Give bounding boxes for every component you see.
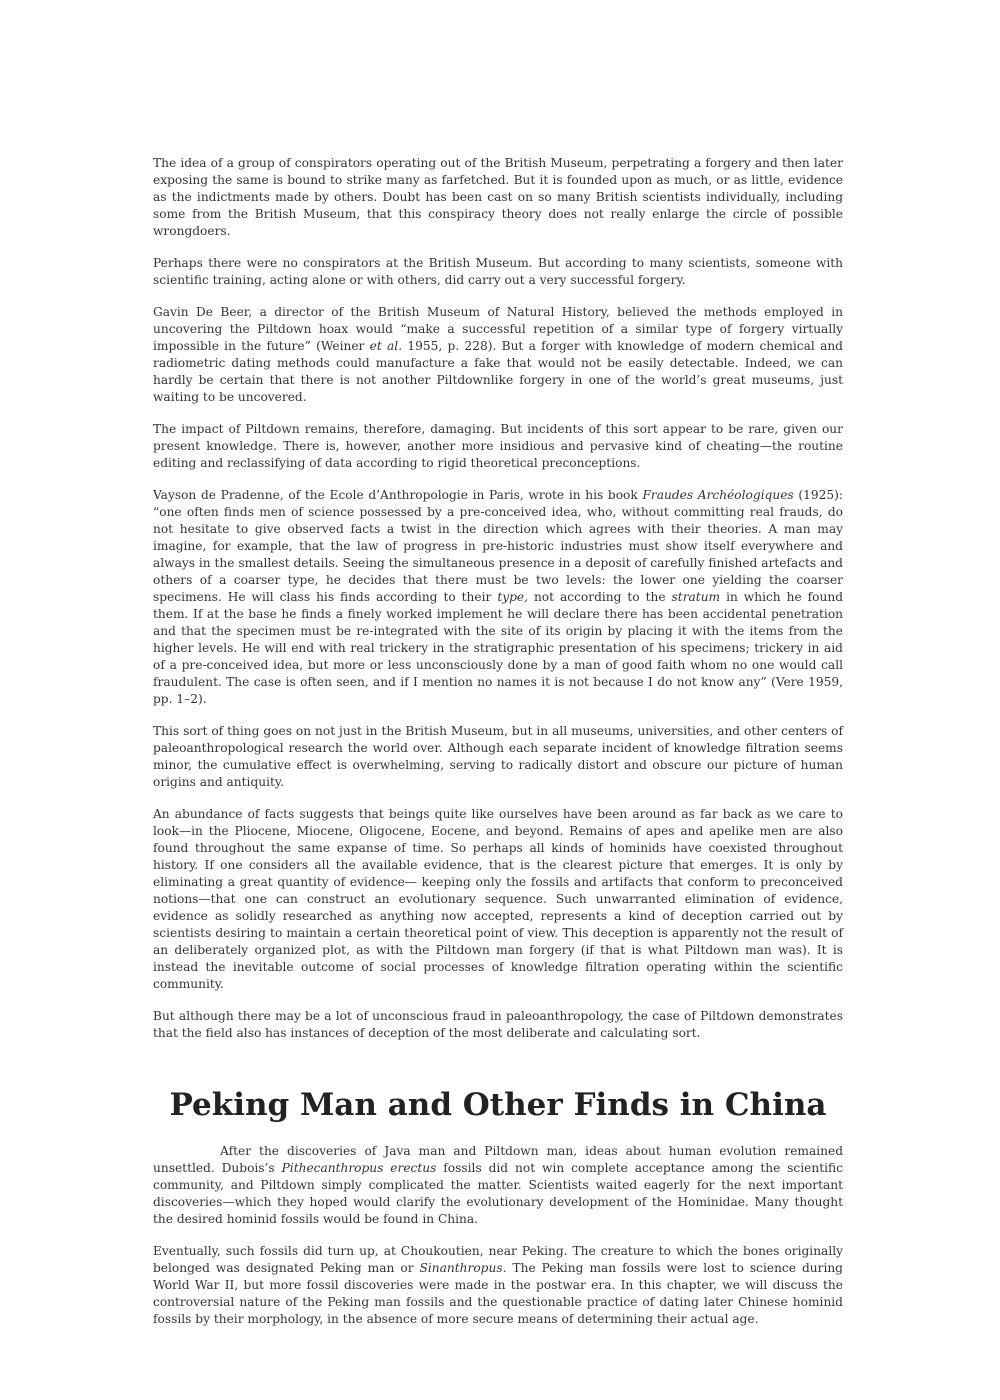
chapter-heading: Peking Man and Other Finds in China [169,1087,827,1123]
paragraph-impact: The impact of Piltdown remains, therefore, damaging. But incidents of this sort appear to be rare, given our present knowledge. There is, however, another more insidious and pervasive kind of cheating—the routine editing and reclassifying of data according to rigid theoretical preconceptions. [153,422,843,470]
paragraph-after-discoveries: After the discoveries of Java man and Piltdown man, ideas about human evolution remained unsettled. Dubois’s Pithecanthropus erectus fossils did not win complete acceptance among the scientific community, and Piltdown simply complicated the matter. Scientists waited eagerly for the next important discoveries—which they hoped would clarify the evolutionary development of the Hominidae. Many thought the desired hominid fossils would be found in China. [153,1144,843,1226]
paragraph-unconscious-fraud: But although there may be a lot of unconscious fraud in paleoanthropology, the case of Piltdown demonstrates that the field also has instances of deception of the most deliberate and calculating sort. [153,1009,843,1040]
paragraph-abundance-of-facts: An abundance of facts suggests that beings quite like ourselves have been around as far back as we care to look—in the Pliocene, Miocene, Oligocene, Eocene, and beyond. Remains of apes and apelike men are also found throughout the same expanse of time. So perhaps all kinds of hominids have coexisted throughout history. If one considers all the available evidence, that is the clearest picture that emerges. It is only by eliminating a great quantity of evidence— keeping only the fossils and artifacts that conform to preconceived notions—that one can construct an evolutionary sequence. Such unwarranted elimination of evidence, evidence as solidly researched as anything now accepted, represents a kind of deception carried out by scientists desiring to maintain a certain theoretical point of view. This deception is apparently not the result of an deliberately organized plot, as with the Piltdown man forgery (if that is what Piltdown man was). It is instead the inevitable outcome of social processes of knowledge filtration operating within the scientific community. [153,807,843,991]
paragraph-conspirators: Perhaps there were no conspirators at the British Museum. But according to many scientists, someone with scientific training, acting alone or with others, did carry out a very successful forgery. [153,256,843,287]
paragraph-choukoutien: Eventually, such fossils did turn up, at Choukoutien, near Peking. The creature to which the bones originally belonged was designated Peking man or Sinanthropus. The Peking man fossils were lost to science during World War II, but more fossil discoveries were made in the postwar era. In this chapter, we will discuss the controversial nature of the Peking man fossils and the questionable practice of dating later Chinese hominid fossils by their morphology, in the absence of more secure means of determining their actual age. [153,1244,843,1326]
paragraph-conspiracy: The idea of a group of conspirators operating out of the British Museum, perpetrating a forgery and then later exposing the same is bound to strike many as farfetched. But it is founded upon as much, or as little, evidence as the indictments made by others. Doubt has been cast on so many British scientists individually, including some from the British Museum, that this conspiracy theory does not really enlarge the circle of possible wrongdoers. [153,156,843,238]
paragraph-vayson-quote: Vayson de Pradenne, of the Ecole d’Anthropologie in Paris, wrote in his book Fraudes Archéologiques (1925): “one often finds men of science possessed by a pre-conceived idea, who, without committing real frauds, do not hesitate to give observed facts a twist in the direction which agrees with their theories. A man may imagine, for example, that the law of progress in pre-historic industries must show itself everywhere and always in the smallest details. Seeing the simultaneous presence in a deposit of carefully finished artefacts and others of a coarser type, he decides that there must be two levels: the lower one yielding the coarser specimens. He will class his finds according to their type, not according to the stratum in which he found them. If at the base he finds a finely worked implement he will declare there has been accidental penetration and that the specimen must be re-integrated with the site of its origin by placing it with the items from the higher levels. He will end with real trickery in the stratigraphic presentation of his specimens; trickery in aid of a pre-conceived idea, but more or less unconsciously done by a man of good faith whom no one would call fraudulent. The case is often seen, and if I mention no names it is not because I do not know any” (Vere 1959, pp. 1–2). [153,488,843,706]
paragraph-de-beer: Gavin De Beer, a director of the British Museum of Natural History, believed the methods employed in uncovering the Piltdown hoax would “make a successful repetition of a similar type of forgery virtually impossible in the future” (Weiner et al. 1955, p. 228). But a forger with knowledge of modern chemical and radiometric dating methods could manufacture a fake that would not be easily detectable. Indeed, we can hardly be certain that there is not another Piltdownlike forgery in one of the world’s great museums, just waiting to be uncovered. [153,305,843,404]
document-page [153,155,843,1343]
paragraph-knowledge-filtration: This sort of thing goes on not just in the British Museum, but in all museums, universities, and other centers of paleoanthropological research the world over. Although each separate incident of knowledge filtration seems minor, the cumulative effect is overwhelming, serving to radically distort and obscure our picture of human origins and antiquity. [153,724,843,789]
